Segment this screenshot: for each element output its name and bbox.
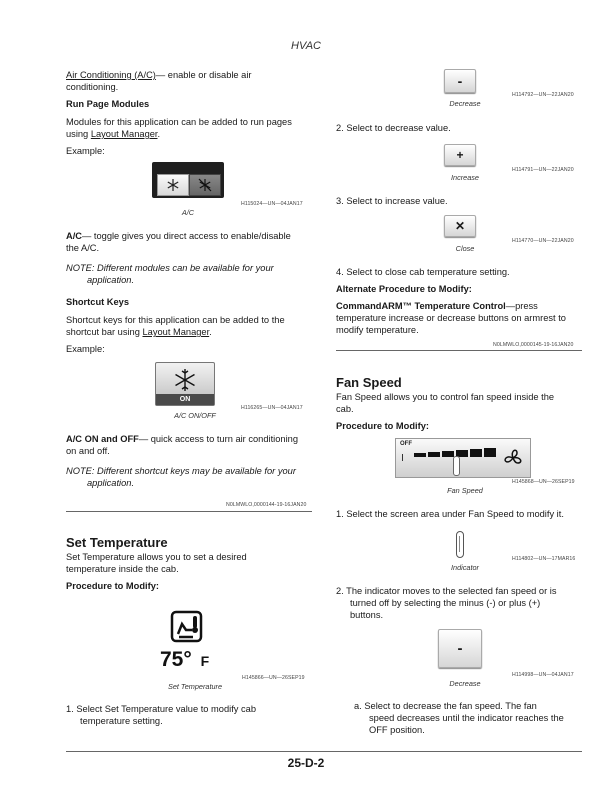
fig-ac-caption: A/C [181, 208, 195, 217]
fan-speed-bar-6 [484, 448, 496, 457]
fig-ind-code: H114802—UN—17MAR16 [512, 556, 576, 562]
example-label-2: Example: [66, 344, 105, 354]
decrease-button[interactable]: - [444, 69, 476, 93]
period-2: . [209, 327, 212, 337]
ac-on-toggle[interactable] [189, 174, 221, 196]
onoff-desc-1 [66, 433, 298, 445]
snowflake-crossed-icon [190, 175, 220, 195]
fig-dec2-caption: Decrease [449, 679, 481, 688]
ac-link[interactable]: Air Conditioning (A/C) [66, 70, 156, 80]
fig-onoff-code: H116265—UN—04JAN17 [241, 405, 303, 411]
fig-dec-code: H114792—UN—22JAN20 [512, 92, 574, 98]
fan-speed-heading: Fan Speed [336, 375, 402, 390]
fan-step-2c: buttons. [350, 610, 384, 620]
run-page-heading: Run Page Modules [66, 99, 150, 109]
off-label: OFF [400, 441, 412, 447]
fig-temp-caption: Set Temperature [167, 682, 223, 691]
ac-line [66, 69, 252, 81]
fig-close-code: H114770—UN—22JAN20 [512, 238, 574, 244]
section-divider-2 [336, 350, 582, 351]
fan-step-2a: 2. The indicator moves to the selected fan speed or is [336, 586, 557, 596]
fan-speed-indicator[interactable] [453, 456, 460, 476]
fig-dec-caption: Decrease [449, 99, 481, 108]
ref-code-2: N0LMWLO,0000145-19-16JAN20 [493, 342, 574, 348]
indicator-inner-line [459, 536, 460, 552]
alt-text-1a: —press [505, 301, 538, 311]
shortcut-text-2 [66, 326, 212, 338]
off-tick [402, 454, 403, 461]
ac-rest-2: conditioning. [66, 82, 119, 92]
note-2b: application. [87, 478, 135, 488]
fan-speed-control[interactable] [395, 438, 531, 478]
page-header-title: HVAC [291, 40, 321, 52]
fig-dec2-code: H114998—UN—04JAN17 [512, 672, 574, 678]
increase-button[interactable]: + [444, 144, 476, 166]
run-page-text-2 [66, 128, 160, 140]
shortcut-heading: Shortcut Keys [66, 297, 130, 307]
sub-step-a3: OFF position. [369, 725, 425, 735]
shortcut-text-1: Shortcut keys for this application can be added to the [66, 315, 285, 325]
on-label: ON [156, 394, 214, 405]
alt-heading: Alternate Procedure to Modify: [336, 284, 472, 294]
onoff-desc-bold: A/C ON and OFF [66, 434, 139, 444]
fig-ind-caption: Indicator [451, 563, 479, 572]
ac-module-figure [152, 162, 224, 198]
alt-bold: CommandARM™ Temperature Control [336, 301, 506, 311]
fan-text-2: cab. [336, 404, 354, 414]
fan-decrease-button[interactable]: - [438, 629, 482, 668]
seat-thermometer-icon [170, 610, 204, 644]
fig-fan-code: H145868—UN—26SEP19 [512, 479, 575, 485]
fan-text-1: Fan Speed allows you to control fan speed inside the [336, 392, 555, 402]
ac-desc-1 [66, 230, 291, 242]
indicator-figure [456, 531, 464, 558]
layout-manager-link-2[interactable]: Layout Manager [142, 327, 210, 337]
set-temp-text-1: Set Temperature allows you to set a desired [66, 552, 247, 562]
temp-unit: F [200, 653, 210, 669]
footer-rule [66, 751, 582, 752]
fig-close-caption: Close [455, 244, 475, 253]
note-1a: NOTE: Different modules can be available for your [66, 263, 274, 273]
snowflake-icon [158, 175, 188, 195]
fan-speed-bar-2 [428, 452, 440, 457]
fig-ac-code: H115024—UN—04JAN17 [241, 201, 303, 207]
onoff-desc-text: — quick access to turn air conditioning [138, 434, 298, 444]
sub-step-a2: speed decreases until the indicator reaches the [369, 713, 564, 723]
step-1a: 1. Select Set Temperature value to modify cab [66, 704, 257, 714]
ac-off-toggle[interactable] [157, 174, 189, 196]
fig-fan-caption: Fan Speed [447, 486, 483, 495]
section-divider-1 [66, 511, 312, 512]
fan-icon [502, 447, 524, 469]
alt-text-3: modify temperature. [336, 325, 419, 335]
fig-inc-caption: Increase [451, 173, 479, 182]
ac-rest: — enable or disable air [155, 70, 252, 80]
step-1b: temperature setting. [80, 716, 163, 726]
page-number: 25-D-2 [287, 756, 325, 770]
ac-onoff-shortcut[interactable] [155, 362, 215, 406]
step-2: 2. Select to decrease value. [336, 123, 451, 133]
alt-text-2: temperature increase or decrease buttons on armrest to [336, 313, 566, 323]
example-label: Example: [66, 146, 105, 156]
set-temp-value[interactable] [160, 648, 209, 672]
shortcut-text-2a: shortcut bar using [66, 327, 143, 337]
layout-manager-link[interactable]: Layout Manager [90, 129, 158, 139]
fan-step-1: 1. Select the screen area under Fan Speed to modify it. [336, 509, 564, 519]
temp-value[interactable]: 75° [160, 648, 192, 671]
close-button[interactable]: ✕ [444, 215, 476, 237]
fan-speed-bar-1 [414, 453, 426, 457]
snowflake-icon [173, 368, 197, 392]
fan-step-2b: turned off by selecting the minus (-) or plus (+) [350, 598, 541, 608]
run-page-text-2a: using [66, 129, 91, 139]
procedure-heading-left: Procedure to Modify: [66, 581, 159, 591]
ac-desc-2: the A/C. [66, 243, 100, 253]
note-1b: application. [87, 275, 135, 285]
fig-inc-code: H114791—UN—22JAN20 [512, 167, 574, 173]
fig-onoff-caption: A/C ON/OFF [174, 411, 216, 420]
fig-temp-code: H145866—UN—26SEP19 [242, 675, 305, 681]
alt-text-1 [336, 300, 538, 312]
ref-code-1: N0LMWLO,0000144-19-16JAN20 [226, 502, 307, 508]
step-3: 3. Select to increase value. [336, 196, 448, 206]
run-page-text-1: Modules for this application can be added to run pages [66, 117, 292, 127]
onoff-desc-2: on and off. [66, 446, 110, 456]
step-4: 4. Select to close cab temperature setting. [336, 267, 510, 277]
set-temp-heading: Set Temperature [66, 535, 168, 550]
ac-desc-bold: A/C [66, 231, 83, 241]
fan-speed-bar-5 [470, 449, 482, 457]
note-2a: NOTE: Different shortcut keys may be available for your [66, 466, 296, 476]
sub-step-a1: a. Select to decrease the fan speed. The fan [354, 701, 537, 711]
ac-desc-text: — toggle gives you direct access to enable/disable [82, 231, 291, 241]
procedure-heading-right: Procedure to Modify: [336, 421, 429, 431]
set-temp-text-2: temperature inside the cab. [66, 564, 179, 574]
fan-speed-bar-3 [442, 451, 454, 457]
period: . [157, 129, 161, 139]
